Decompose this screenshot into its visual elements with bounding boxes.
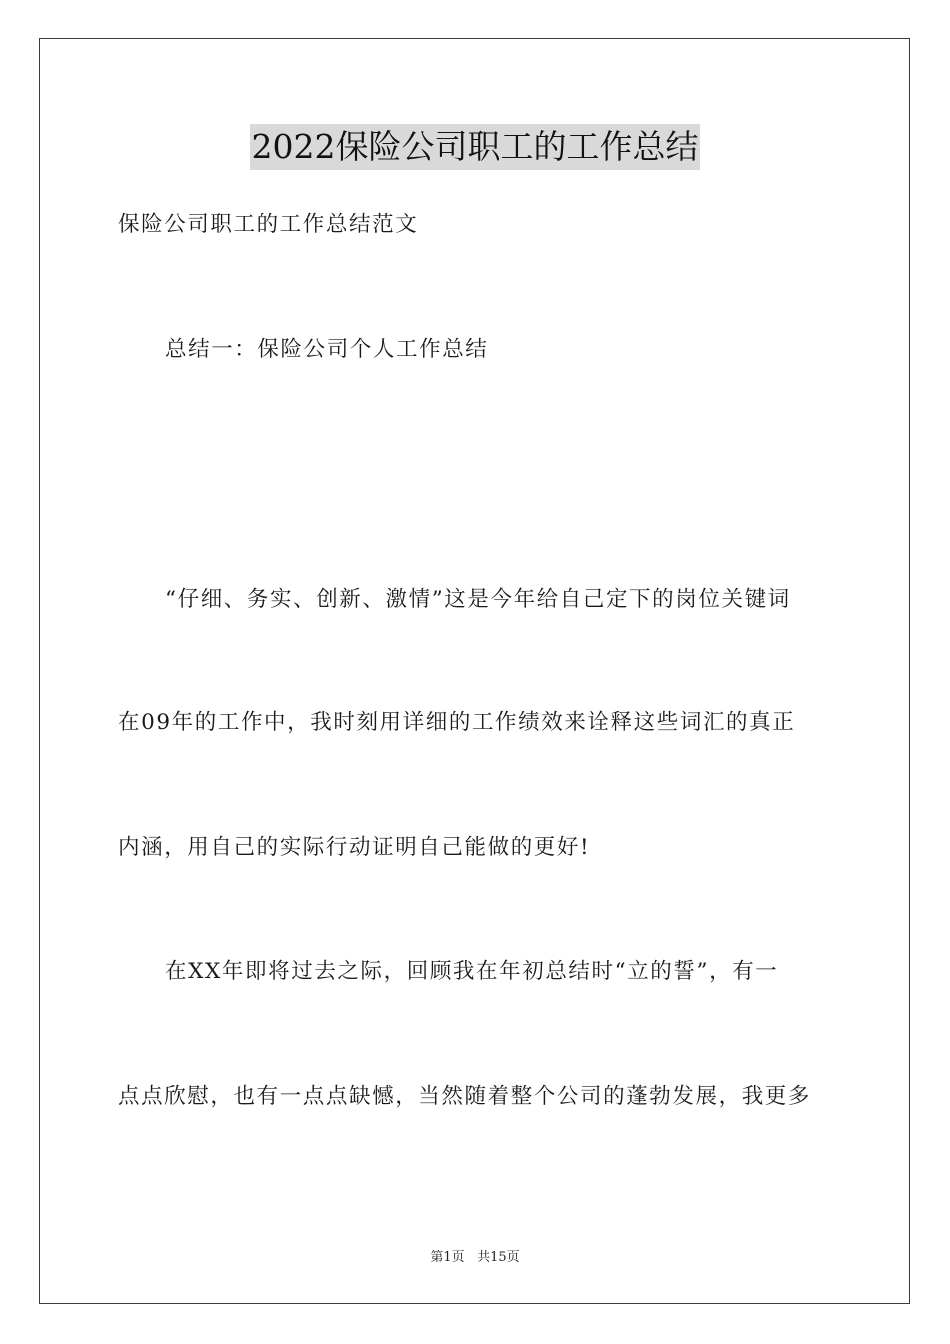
- page-footer: [0, 1249, 950, 1267]
- title-container: [0, 124, 950, 170]
- document-subtitle: 保险公司职工的工作总结范文: [118, 212, 419, 237]
- paragraph2-line1: 在XX年即将过去之际，回顾我在年初总结时“立的誓”，有一: [165, 959, 779, 984]
- page-total: 共15页: [477, 1250, 520, 1265]
- section-heading: 总结一：保险公司个人工作总结: [165, 337, 489, 362]
- paragraph2-line2: 点点欣慰，也有一点点缺憾，当然随着整个公司的蓬勃发展，我更多: [118, 1084, 812, 1109]
- paragraph1-line1: “仔细、务实、创新、激情”这是今年给自己定下的岗位关键词: [165, 587, 791, 612]
- paragraph1-line2: 在09年的工作中，我时刻用详细的工作绩效来诠释这些词汇的真正: [118, 710, 796, 735]
- paragraph1-line3: 内涵，用自己的实际行动证明自己能做的更好!: [118, 835, 591, 860]
- page-number: 第1页: [430, 1250, 465, 1265]
- document-title: 2022保险公司职工的工作总结: [250, 124, 701, 170]
